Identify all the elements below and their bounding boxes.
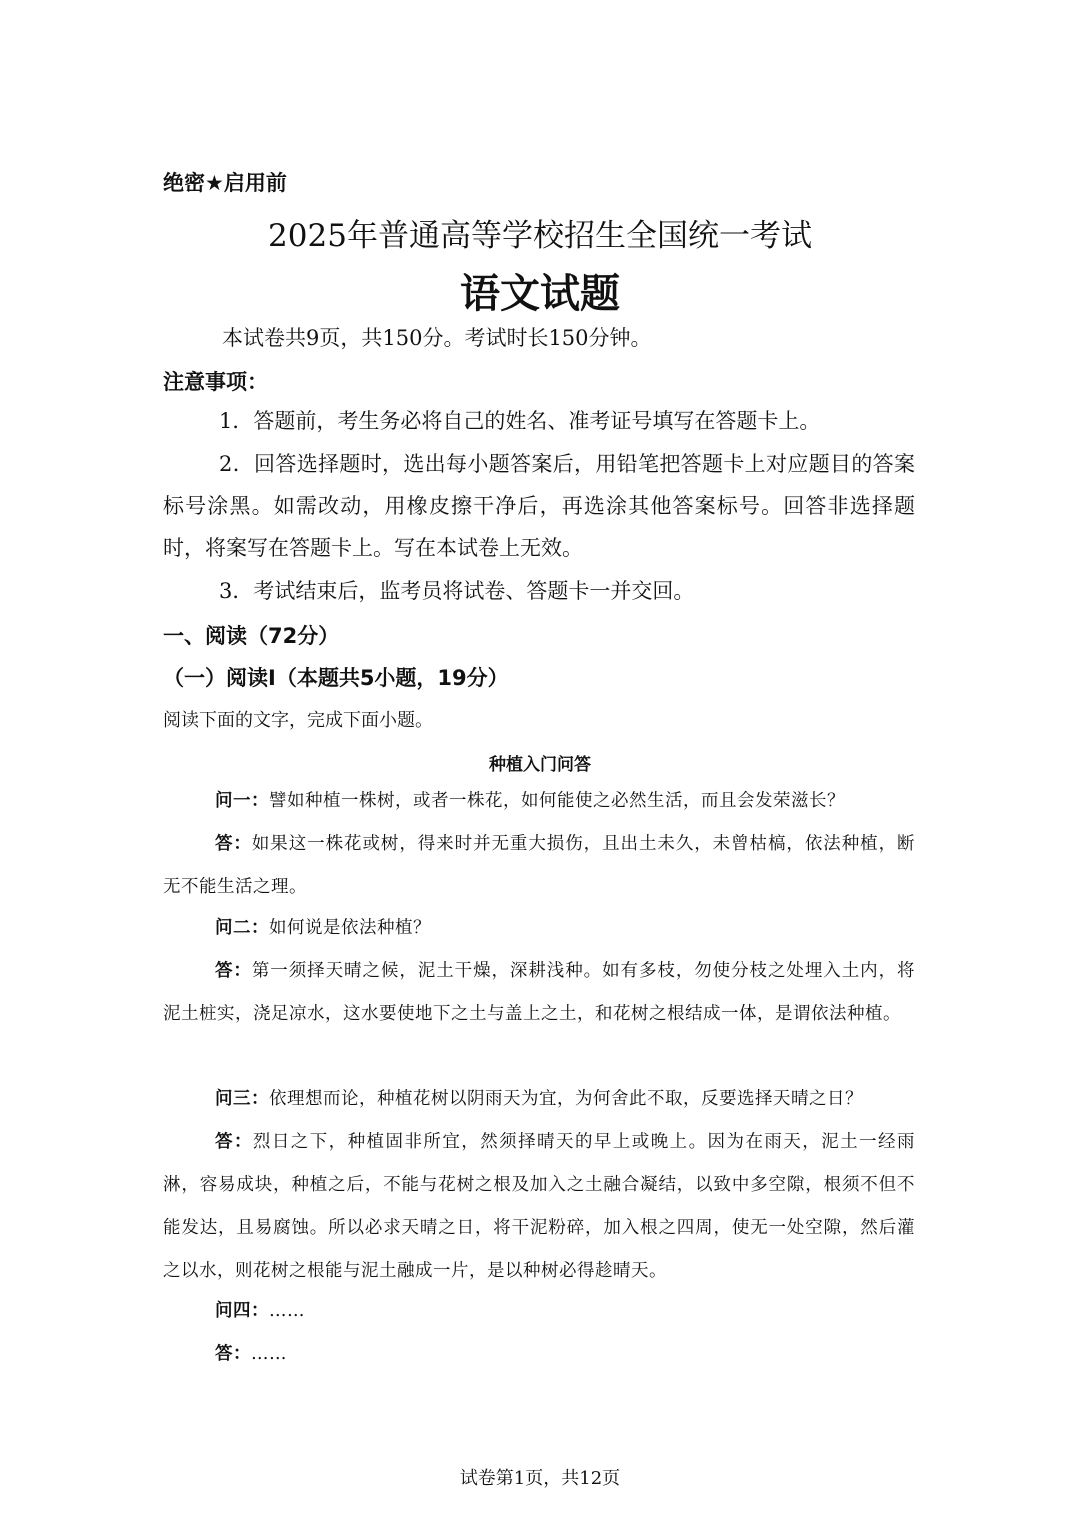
qa-text: 第一须择天晴之候，泥土干燥，深耕浅种。如有多枝，勿使分枝之处埋入土内，将泥土桩实，浇足凉水，这水要使地下之土与盖上之土，和花树之根结成一体，是谓依法种植。 — [163, 961, 916, 1024]
section-heading: 一、阅读（72分） — [163, 624, 340, 648]
qa-question — [163, 780, 915, 823]
qa-label: 问一： — [215, 791, 269, 811]
qa-text: 譬如种植一株树，或者一株花，如何能使之必然生活，而且会发荣滋长？ — [269, 791, 845, 811]
qa-question — [163, 907, 915, 950]
page-footer: 试卷第1页，共12页 — [459, 1468, 621, 1489]
qa-label: 答： — [215, 834, 252, 854]
reading-instruction: 阅读下面的文字，完成下面小题。 — [163, 710, 433, 731]
qa-text: …… — [251, 1344, 287, 1364]
qa-answer — [163, 950, 915, 1036]
subject-title: 语文试题 — [460, 270, 620, 317]
qa-text: 依理想而论，种植花树以阴雨天为宜，为何舍此不取，反要选择天晴之日？ — [269, 1089, 863, 1109]
notice-heading: 注意事项： — [163, 370, 268, 394]
qa-answer — [163, 1121, 915, 1293]
subsection-heading: （一）阅读I（本题共5小题，19分） — [163, 666, 509, 690]
qa-label: 答： — [215, 1132, 253, 1152]
passage-title: 种植入门问答 — [489, 755, 591, 775]
exam-intro: 本试卷共9页，共150分。考试时长150分钟。 — [222, 326, 652, 350]
exam-title: 2025年普通高等学校招生全国统一考试 — [268, 218, 812, 254]
qa-label: 问二： — [215, 918, 269, 938]
notice-item: 3．考试结束后，监考员将试卷、答题卡一并交回。 — [219, 579, 695, 603]
notice-item: 1．答题前，考生务必将自己的姓名、准考证号填写在答题卡上。 — [219, 409, 821, 433]
qa-answer — [163, 823, 915, 909]
qa-label: 答： — [215, 1344, 251, 1364]
notice-item: 2．回答选择题时，选出每小题答案后，用铅笔把答题卡上对应题目的答案标号涂黑。如需改动，用橡皮擦干净后，再选涂其他答案标号。回答非选择题时，将案写在答题卡上。写在本试卷上无效。 — [163, 452, 915, 560]
qa-question — [163, 1290, 915, 1333]
secret-mark: 绝密★启用前 — [163, 171, 287, 195]
qa-text: 如何说是依法种植？ — [269, 918, 431, 938]
qa-label: 问三： — [215, 1089, 269, 1109]
qa-answer — [163, 1333, 915, 1376]
qa-text: …… — [269, 1301, 305, 1321]
qa-label: 问四： — [215, 1301, 269, 1321]
qa-label: 答： — [215, 961, 252, 981]
qa-text: 如果这一株花或树，得来时并无重大损伤，且出土未久，未曾枯槁，依法种植，断无不能生活之理。 — [163, 834, 916, 897]
qa-text: 烈日之下，种植固非所宜，然须择晴天的早上或晚上。因为在雨天，泥土一经雨淋，容易成块，种植之后，不能与花树之根及加入之土融合凝结，以致中多空隙，根须不但不能发达，且易腐蚀。所以必求天晴之日，将干泥粉碎，加入根之四周，使无一处空隙，然后灌之以水，则花树之根能与泥土融成一片，是以种树必得趁晴天。 — [163, 1132, 915, 1281]
qa-question — [163, 1078, 915, 1121]
